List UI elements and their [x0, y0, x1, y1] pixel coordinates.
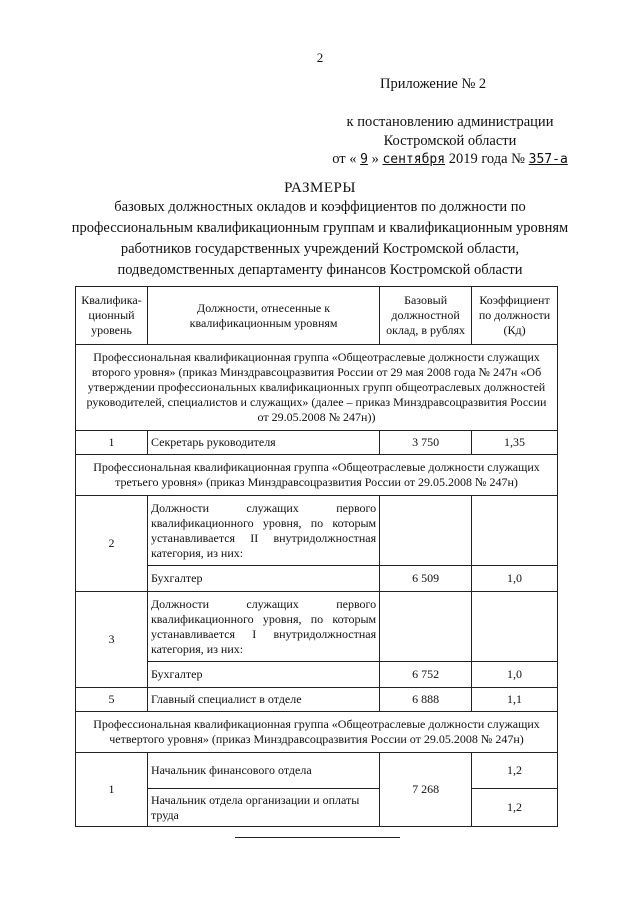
salary-table	[75, 286, 558, 827]
appendix-title: Приложение № 2	[380, 76, 487, 92]
doc-number: 357-а	[528, 152, 568, 167]
row-coef: 1,2	[472, 789, 558, 827]
table-row	[76, 753, 558, 789]
row-salary: 6 752	[380, 662, 472, 688]
row-position: Бухгалтер	[147, 566, 379, 592]
row-position: Главный специалист в отделе	[147, 688, 379, 712]
group-row-3	[76, 712, 558, 753]
date-year: 2019 года №	[448, 151, 526, 167]
row-level: 3	[76, 592, 148, 688]
group-row-2	[76, 455, 558, 496]
row-coef: 1,35	[472, 431, 558, 455]
row-coef: 1,2	[472, 753, 558, 789]
table-row	[76, 688, 558, 712]
row-level: 1	[76, 431, 148, 455]
table-row	[76, 566, 558, 592]
document-subtitle: базовых должностных окладов и коэффициентов по должности по профессиональным квалификационным группам и квалификационным уровням работников государственных учреждений Костромской области, подведомственных департаменту финансов Костромской области	[71, 199, 569, 278]
header-level: Квалифика-ционный уровень	[76, 287, 148, 345]
row-coef: 1,0	[472, 566, 558, 592]
row-position: Секретарь руководителя	[147, 431, 379, 455]
group-2-title: Профессиональная квалификационная группа «Общеотраслевые должности служащих третьего уровня» (приказ Минздравсоцразвития России от 29.05.2008 № 247н)	[76, 455, 558, 496]
date-month: сентября	[382, 152, 446, 167]
row-coef-empty	[472, 592, 558, 662]
header-salary: Базовый должностной оклад, в рублях	[380, 287, 472, 345]
row-salary: 3 750	[380, 431, 472, 455]
table-row	[76, 496, 558, 566]
table-row	[76, 592, 558, 662]
date-mid: »	[371, 151, 379, 167]
row-coef: 1,0	[472, 662, 558, 688]
group-row-1	[76, 345, 558, 431]
appendix-date-line	[300, 151, 600, 168]
date-day: 9	[360, 152, 368, 167]
row-salary-empty	[380, 592, 472, 662]
table-row	[76, 662, 558, 688]
group-3-title: Профессиональная квалификационная группа «Общеотраслевые должности служащих четвертого уровня» (приказ Минздравсоцразвития России от 29.05.2008 № 247н)	[76, 712, 558, 753]
row-coef: 1,1	[472, 688, 558, 712]
row-level: 1	[76, 753, 148, 827]
document-title: РАЗМЕРЫ	[284, 180, 356, 196]
header-coef: Коэффициент по должности (Кд)	[472, 287, 558, 345]
row-coef-empty	[472, 496, 558, 566]
row-intro: Должности служащих первого квалификационного уровня, по которым устанавливается II внутридолжностная категория, из них:	[147, 496, 379, 566]
row-level: 2	[76, 496, 148, 592]
appendix-line-1: к постановлению администрации	[346, 114, 554, 130]
appendix-line-2: Костромской области	[383, 133, 517, 149]
row-salary: 6 509	[380, 566, 472, 592]
header-positions: Должности, отнесенные к квалификационным уровням	[147, 287, 379, 345]
row-salary: 7 268	[380, 753, 472, 827]
row-position: Начальник отдела организации и оплаты труда	[147, 789, 379, 827]
page-number: 2	[316, 50, 324, 65]
row-position: Начальник финансового отдела	[147, 753, 379, 789]
row-intro: Должности служащих первого квалификационного уровня, по которым устанавливается I внутридолжностная категория, из них:	[147, 592, 379, 662]
table-header-row	[76, 287, 558, 345]
group-1-title: Профессиональная квалификационная группа «Общеотраслевые должности служащих второго уровня» (приказ Минздравсоцразвития России от 29 мая 2008 года № 247н «Об утверждении профессиональных квалификационных групп общеотраслевых должностей руководителей, специалистов и служащих» (далее – приказ Минздравсоцразвития России от 29.05.2008 № 247н))	[76, 345, 558, 431]
table-row	[76, 789, 558, 827]
table-row	[76, 431, 558, 455]
footer-divider	[235, 837, 400, 838]
row-level: 5	[76, 688, 148, 712]
date-prefix: от «	[332, 151, 357, 167]
row-salary-empty	[380, 496, 472, 566]
row-salary: 6 888	[380, 688, 472, 712]
row-position: Бухгалтер	[147, 662, 379, 688]
